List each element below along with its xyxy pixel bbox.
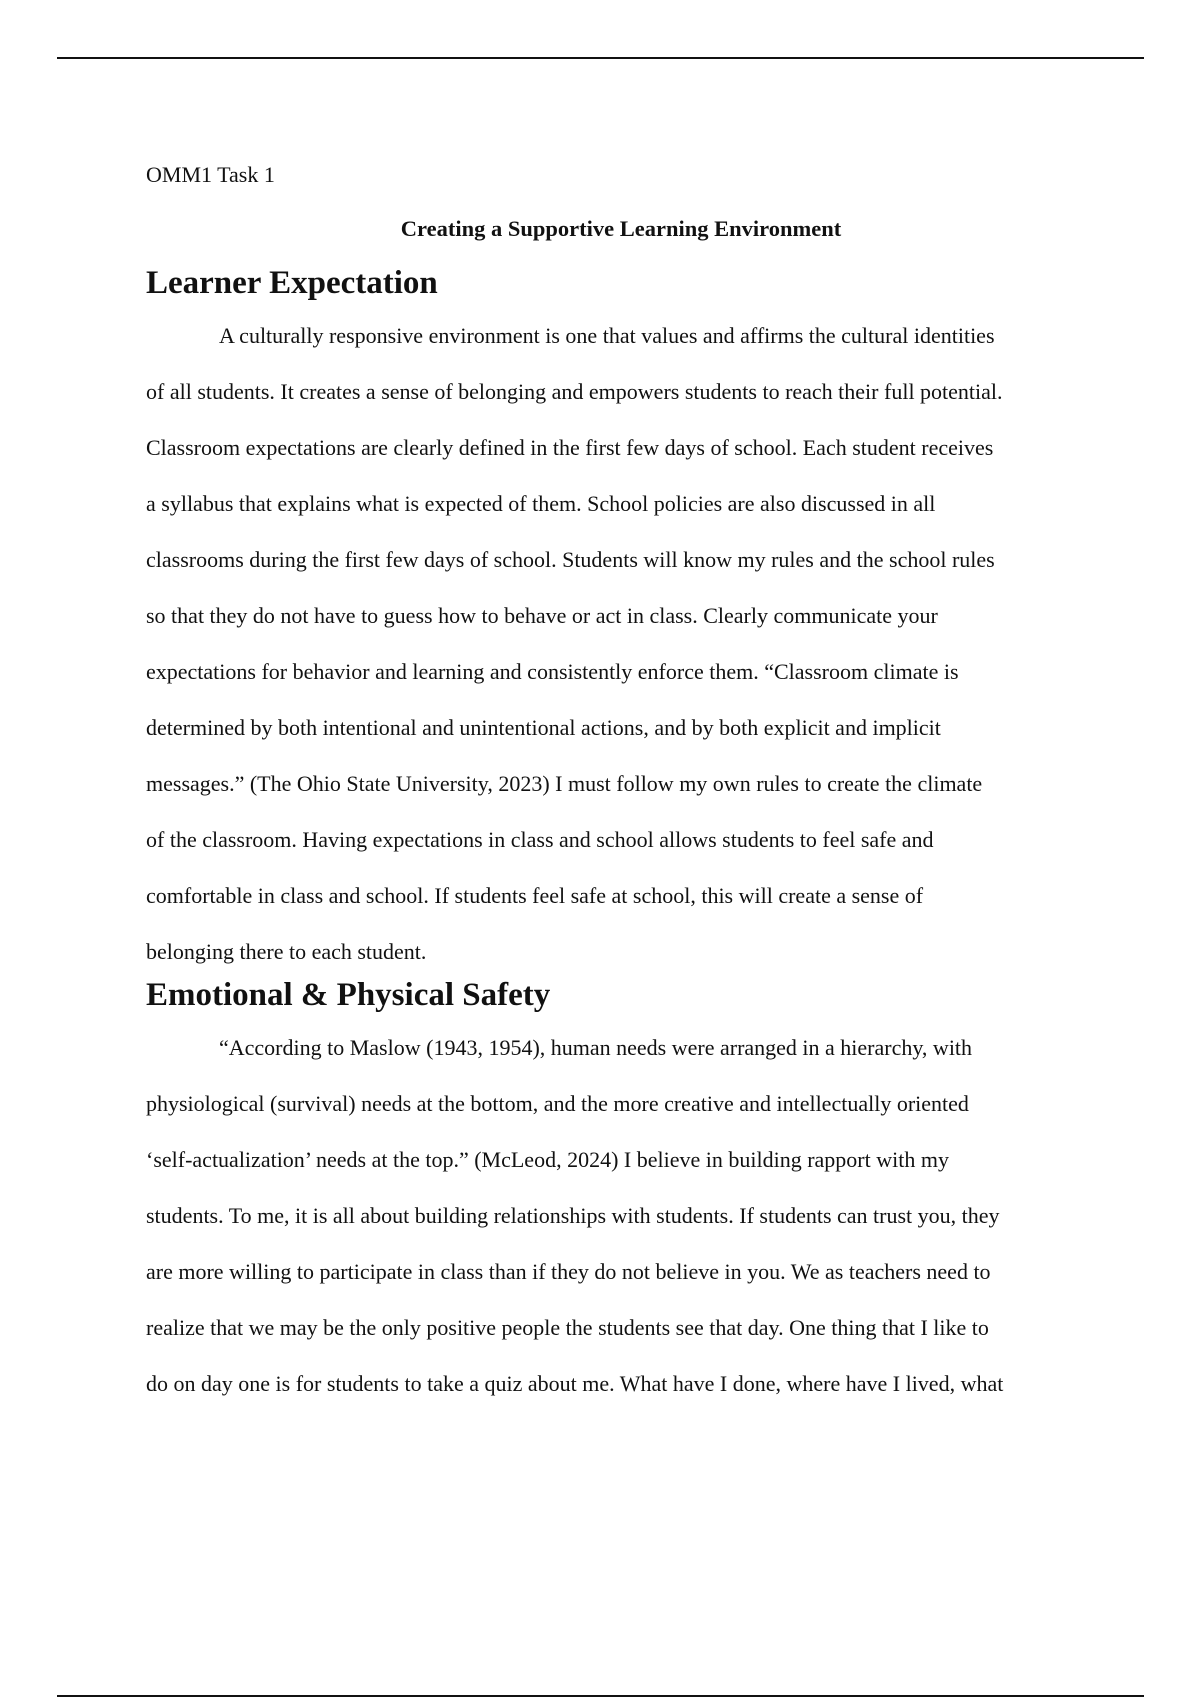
section-heading-emotional-physical-safety: Emotional & Physical Safety [146,977,551,1013]
paragraph-line: physiological (survival) needs at the bottom, and the more creative and intellectually oriented [146,1091,969,1116]
paragraph-line: determined by both intentional and unintentional actions, and by both explicit and implicit [146,715,941,740]
page-content [146,160,1096,1412]
paragraph-emotional-physical-safety [146,1020,1096,1412]
paragraph-line: do on day one is for students to take a quiz about me. What have I done, where have I lived, what [146,1371,1004,1396]
footer-rule [57,1695,1144,1697]
paragraph-line: comfortable in class and school. If students feel safe at school, this will create a sense of [146,883,924,908]
section-heading-learner-expectation: Learner Expectation [146,265,438,301]
paragraph-line: a syllabus that explains what is expected of them. School policies are also discussed in all [146,491,936,516]
paragraph-line: classrooms during the first few days of school. Students will know my rules and the school rules [146,547,995,572]
paragraph-line: “According to Maslow (1943, 1954), human needs were arranged in a hierarchy, with [219,1035,973,1060]
paragraph-line: expectations for behavior and learning and consistently enforce them. “Classroom climate is [146,659,959,684]
paragraph-learner-expectation [146,308,1096,980]
paragraph-line: belonging there to each student. [146,939,427,964]
paragraph-line: realize that we may be the only positive people the students see that day. One thing that I like to [146,1315,989,1340]
document-title: Creating a Supportive Learning Environment [400,216,842,241]
paragraph-line: of the classroom. Having expectations in class and school allows students to feel safe and [146,827,934,852]
paragraph-line: messages.” (The Ohio State University, 2023) I must follow my own rules to create the climate [146,771,983,796]
paragraph-line: Classroom expectations are clearly defined in the first few days of school. Each student receives [146,435,994,460]
paragraph-line: so that they do not have to guess how to behave or act in class. Clearly communicate your [146,603,938,628]
paragraph-line: A culturally responsive environment is one that values and affirms the cultural identities [219,323,995,348]
paragraph-line: ‘self-actualization’ needs at the top.” (McLeod, 2024) I believe in building rapport with my [146,1147,949,1172]
paragraph-line: of all students. It creates a sense of belonging and empowers students to reach their full potential. [146,379,1003,404]
task-label: OMM1 Task 1 [146,162,275,187]
header-rule [57,57,1144,59]
paragraph-line: are more willing to participate in class than if they do not believe in you. We as teachers need to [146,1259,991,1284]
paragraph-line: students. To me, it is all about building relationships with students. If students can trust you, they [146,1203,1000,1228]
